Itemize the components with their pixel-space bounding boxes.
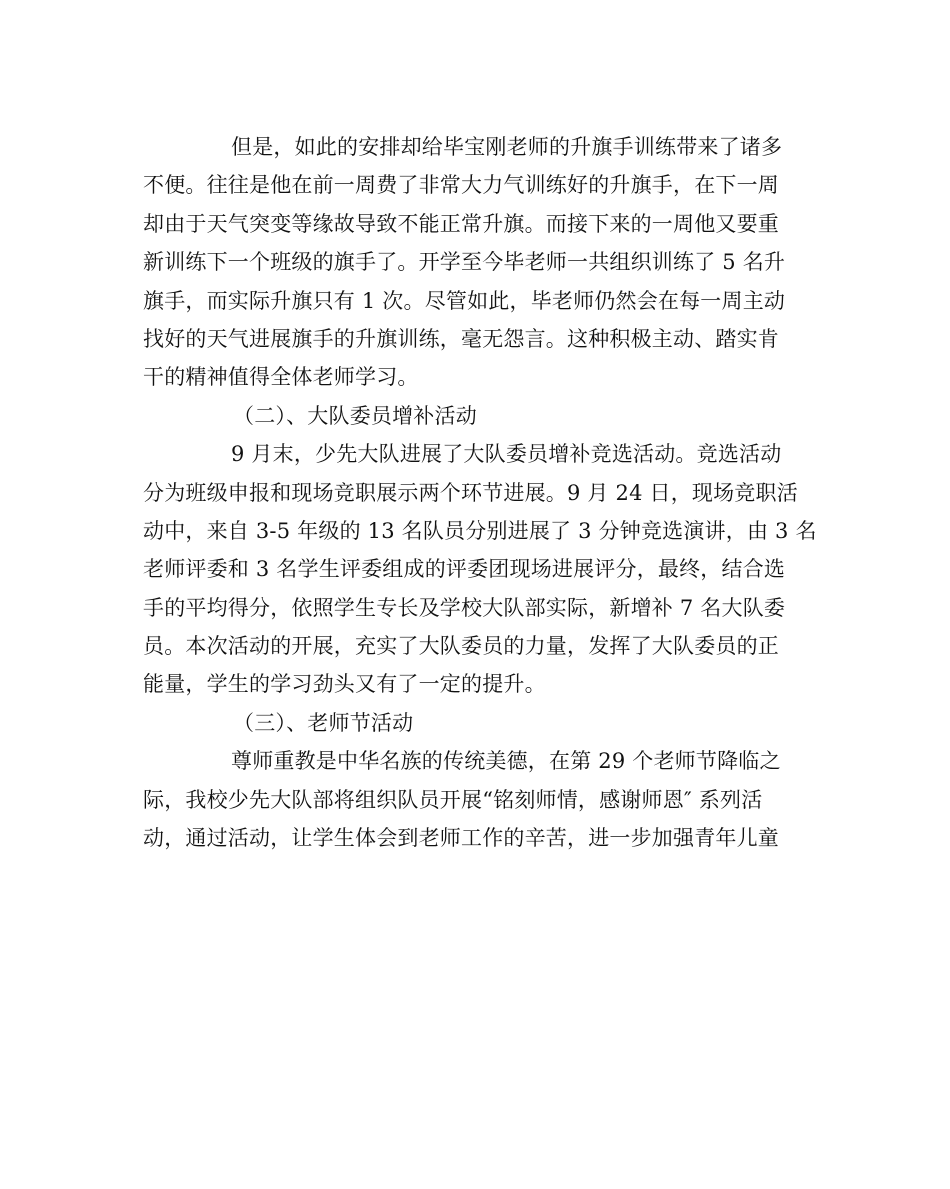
paragraph-line: 尊师重教是中华名族的传统美德，在第 29 个老师节降临之 xyxy=(231,749,781,774)
paragraph-line: 干的精神值得全体老师学习。 xyxy=(143,365,419,390)
paragraph-line: 找好的天气进展旗手的升旗训练，毫无怨言。这种积极主动、踏实肯 xyxy=(143,326,779,351)
paragraph-line: 动中，来自 3-5 年级的 13 名队员分别进展了 3 分钟竞选演讲，由 3 名 xyxy=(143,518,817,543)
paragraph-line: 动，通过活动，让学生体会到老师工作的辛苦，进一步加强青年儿童 xyxy=(143,826,779,851)
paragraph-line: 旗手，而实际升旗只有 1 次。尽管如此，毕老师仍然会在每一周主动 xyxy=(143,288,786,313)
section-heading-teachers-day: （三）、老师节活动 xyxy=(233,710,414,735)
paragraph-teachers-day xyxy=(143,742,803,857)
paragraph-upbringing-training xyxy=(143,128,803,397)
paragraph-line: 老师评委和 3 名学生评委组成的评委团现场进展评分，最终，结合选 xyxy=(143,557,786,582)
section-heading-team-committee: （二）、大队委员增补活动 xyxy=(233,403,477,428)
paragraph-line: 但是，如此的安排却给毕宝刚老师的升旗手训练带来了诸多 xyxy=(231,135,783,159)
paragraph-team-committee xyxy=(143,435,817,704)
paragraph-line: 能量，学生的学习劲头又有了一定的提升。 xyxy=(143,672,546,697)
paragraph-line: 新训练下一个班级的旗手了。开学至今毕老师一共组织训练了 5 名升 xyxy=(143,250,786,275)
paragraph-line: 员。本次活动的开展，充实了大队委员的力量，发挥了大队委员的正 xyxy=(143,634,779,659)
paragraph-line: 却由于天气突变等缘故导致不能正常升旗。而接下来的一周他又要重 xyxy=(143,211,779,236)
paragraph-line: 手的平均得分，依照学生专长及学校大队部实际，新增补 7 名大队委 xyxy=(143,595,786,620)
paragraph-line: 际，我校少先大队部将组织队员开展“铭刻师情，感谢师恩″ 系列活 xyxy=(143,787,763,812)
document-body xyxy=(143,128,817,857)
paragraph-line: 分为班级申报和现场竞职展示两个环节进展。9 月 24 日，现场竞职活 xyxy=(143,480,798,505)
paragraph-line: 不便。往往是他在前一周费了非常大力气训练好的升旗手，在下一周 xyxy=(143,173,779,198)
paragraph-line: 9 月末，少先大队进展了大队委员增补竞选活动。竞选活动 xyxy=(231,442,782,467)
